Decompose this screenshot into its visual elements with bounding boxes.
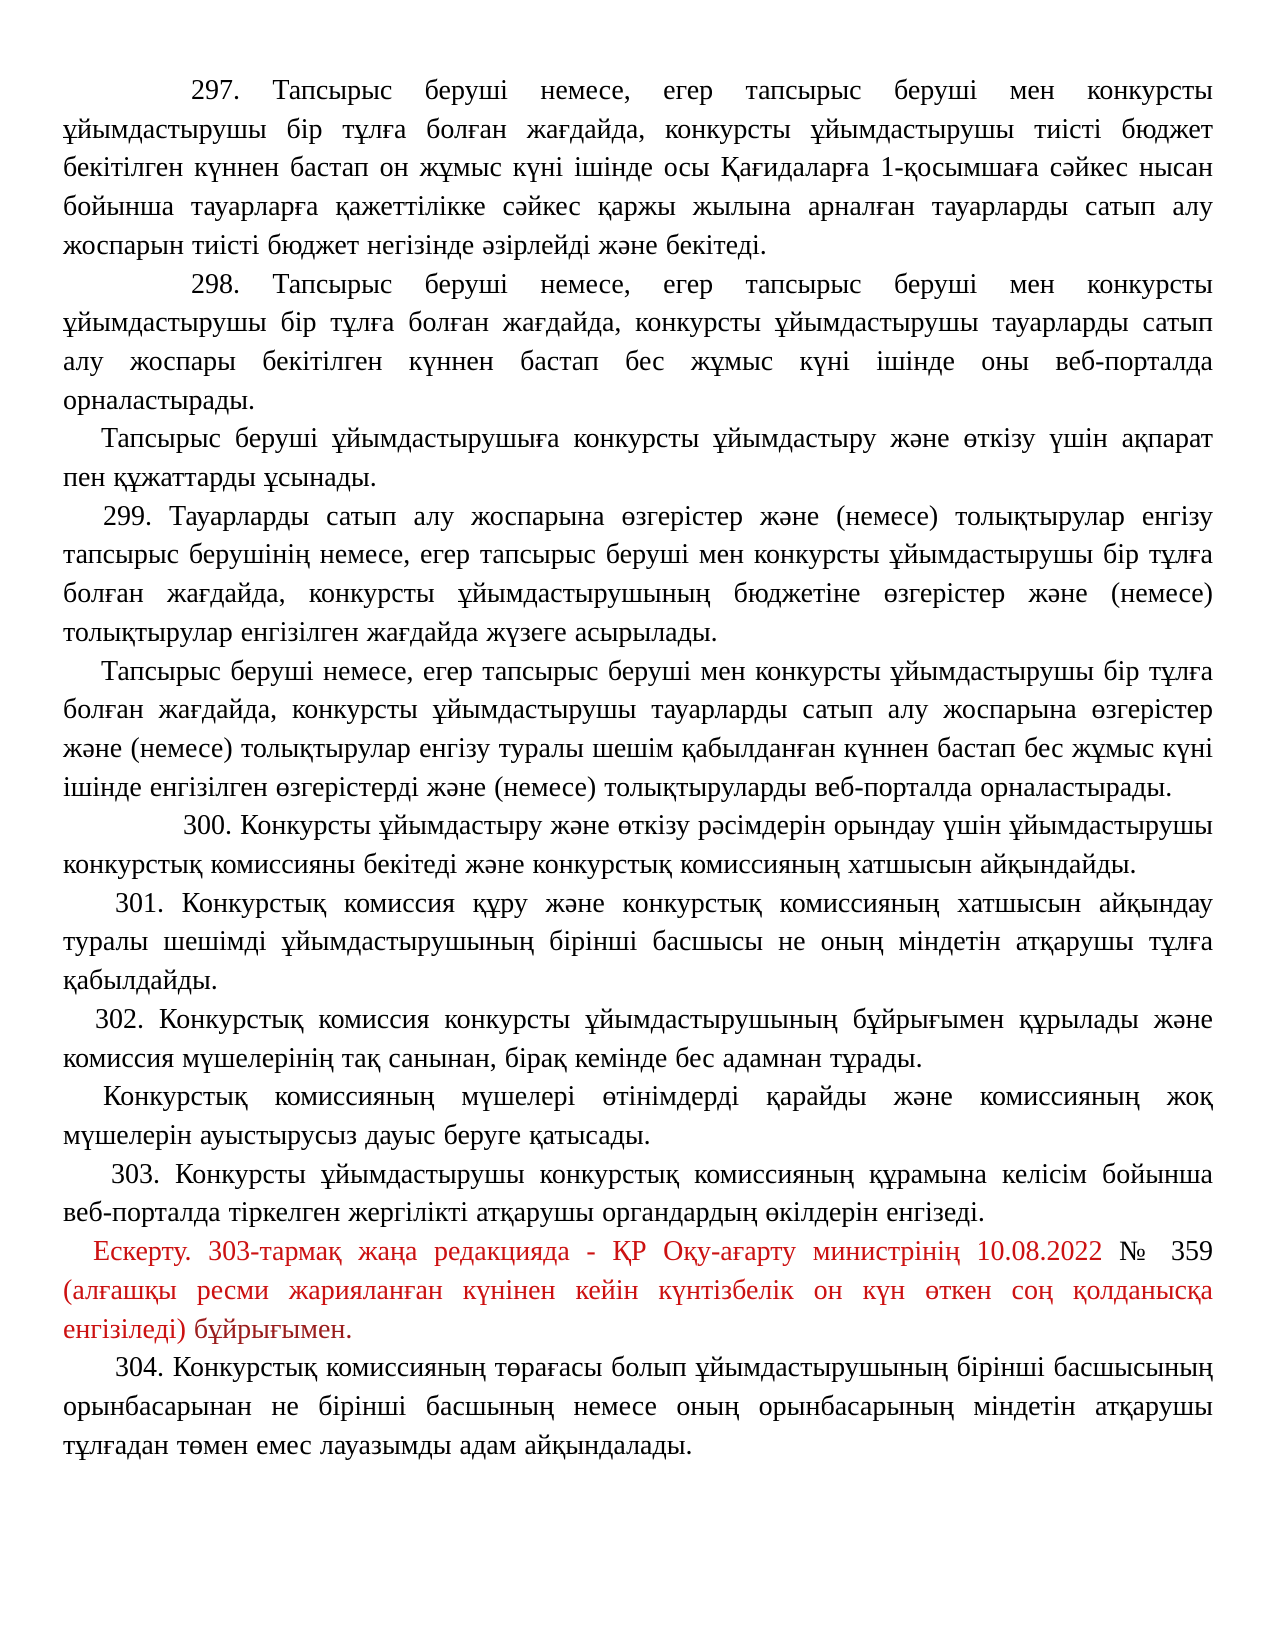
paragraph-298: 298. Тапсырыс беруші немесе, егер тапсырыс беруші мен конкурсты ұйымдастырушы бір тұлға болған жағдайда, конкурсты ұйымдастырушы тауарларды сатып алу жоспары бекітілген күннен бастап бес жұмыс күні ішінде оны веб-порталда орналастырады. [63,268,1213,416]
paragraph-300: 300. Конкурсты ұйымдастыру және өткізу рәсімдерін орындау үшін ұйымдастырушы конкурстық комиссияны бекітеді және конкурстық комиссияның хатшысын айқындайды. [63,810,1213,881]
amendment-note-tail: бұйрығымен. [193,1313,353,1345]
amendment-note-paragraph [63,1233,1213,1349]
paragraph-299-continuation: Тапсырыс беруші немесе, егер тапсырыс беруші мен конкурсты ұйымдастырушы бір тұлға болған жағдайда, конкурсты ұйымдастырушы тауарларды сатып алу жоспарына өзгерістер және (немесе) толықтырулар енгізу туралы шешім қабылданған күннен бастап бес жұмыс күні ішінде енгізілген өзгерістерді және (немесе) толықтыруларды веб-порталда орналастырады. [63,655,1213,803]
paragraph-304: 304. Конкурстық комиссияның төрағасы болып ұйымдастырушының бірінші басшысының орынбасарынан не бірінші басшының немесе оның орынбасарының міндетін атқарушы тұлғадан төмен емес лауазымды адам айқындалады. [63,1352,1213,1461]
paragraph-303: 303. Конкурсты ұйымдастырушы конкурстық комиссияның құрамына келісім бойынша веб-порталда тіркелген жергілікті атқарушы органдардың өкілдерін енгізеді. [63,1158,1213,1229]
amendment-note-lead: Ескерту. 303-тармақ жаңа редакцияда - ҚР Оқу-ағарту министрінің 10.08.2022 [93,1236,1120,1268]
paragraph-302-continuation: Конкурстық комиссияның мүшелері өтінімдерді қарайды және комиссияның жоқ мүшелерін ауыстырусыз дауыс беруге қатысады. [63,1081,1213,1151]
paragraph-299: 299. Тауарларды сатып алу жоспарына өзгерістер және (немесе) толықтырулар енгізу тапсырыс берушінің немесе, егер тапсырыс беруші мен конкурсты ұйымдастырушы бір тұлға болған жағдайда, конкурсты ұйымдастырушының бюджетіне өзгерістер және (немесе) толықтырулар енгізілген жағдайда жүзеге асырылады. [63,500,1213,648]
paragraph-297: 297. Тапсырыс беруші немесе, егер тапсырыс беруші мен конкурсты ұйымдастырушы бір тұлға болған жағдайда, конкурсты ұйымдастырушы тиісті бюджет бекітілген күннен бастап он жұмыс күні ішінде осы Қағидаларға 1-қосымшаға сәйкес нысан бойынша тауарларға қажеттілікке сәйкес қаржы жылына арналған тауарларды сатып алу жоспарын тиісті бюджет негізінде әзірлейді және бекітеді. [63,75,1213,261]
paragraph-302: 302. Конкурстық комиссия конкурсты ұйымдастырушының бұйрығымен құрылады және комиссия мүшелерінің тақ санынан, бірақ кемінде бес адамнан тұрады. [63,1003,1213,1074]
paragraph-301: 301. Конкурстық комиссия құру және конкурстық комиссияның хатшысын айқындау туралы шешімді ұйымдастырушының бірінші басшысы не оның міндетін атқарушы тұлға қабылдайды. [63,887,1213,997]
amendment-note-order-number: № 359 [1119,1236,1213,1268]
amendment-note-parenthetical: (алғашқы ресми жарияланған күнінен кейін күнтізбелік он күн өткен соң қолданысқа енгізіледі) [63,1274,1213,1345]
paragraph-298-continuation: Тапсырыс беруші ұйымдастырушыға конкурсты ұйымдастыру және өткізу үшін ақпарат пен құжаттарды ұсынады. [63,423,1213,494]
document-body [63,72,1213,1465]
